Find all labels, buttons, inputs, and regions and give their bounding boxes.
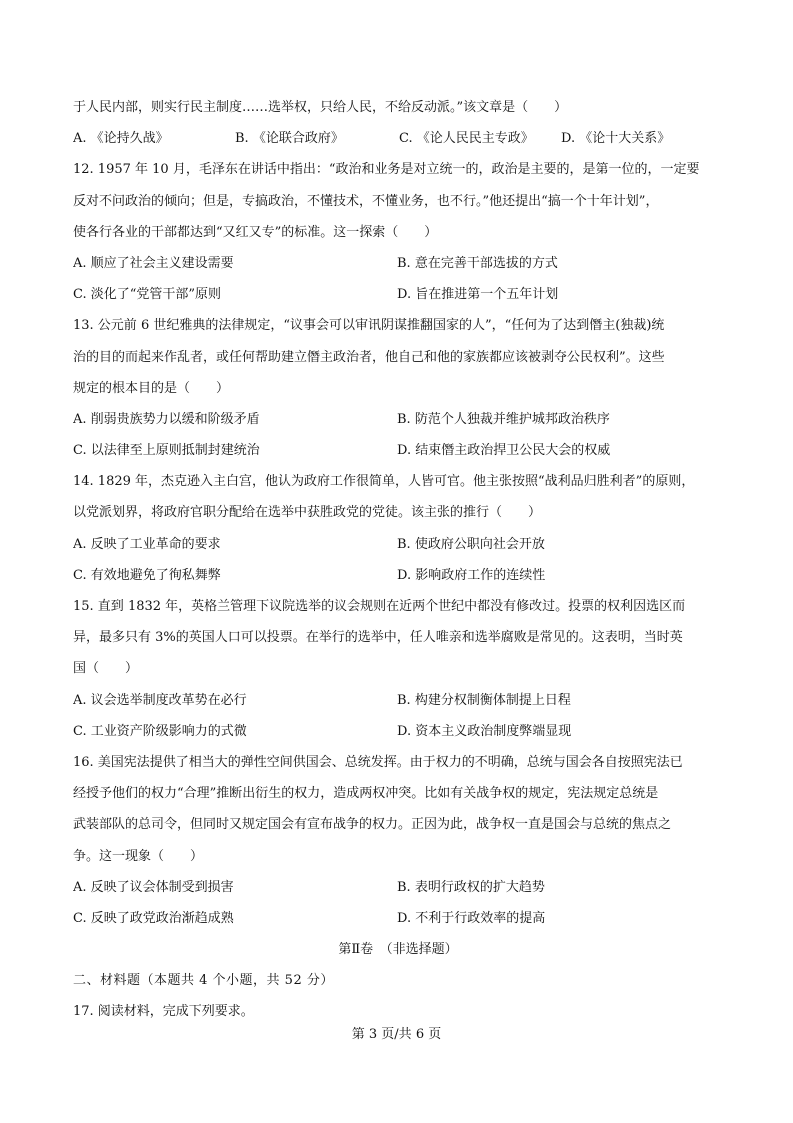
q14-option-b: B. 使政府公职向社会开放	[397, 536, 545, 552]
q12-option-c: C. 淡化了“党管干部”原则	[73, 287, 222, 303]
q13-stem-line: 规定的根本目的是（ ）	[73, 380, 230, 396]
q12-stem-line: 12. 1957 年 10 月，毛泽东在讲话中指出：“政治和业务是对立统一的，政治是主要的，是第一位的，一定要	[73, 162, 700, 178]
q17-stem: 17. 阅读材料，完成下列要求。	[73, 1004, 254, 1020]
q11-option-d: D. 《论十大关系》	[561, 131, 671, 147]
q12-stem-line: 反对不问政治的倾向；但是，专搞政治，不懂技术，不懂业务，也不行。”他还提出“搞一个十年计划”，	[73, 193, 659, 209]
q13-option-c: C. 以法律至上原则抵制封建统治	[73, 443, 260, 459]
q13-options-row	[73, 435, 723, 466]
q15-options-row	[73, 685, 723, 716]
q16-option-c: C. 反映了政党政治渐趋成熟	[73, 910, 234, 926]
q16-option-a: A. 反映了议会体制受到损害	[73, 879, 234, 895]
q16-stem-line: 16. 美国宪法提供了相当大的弹性空间供国会、总统发挥。由于权力的不明确，总统与国会各自按照宪法已	[73, 754, 683, 770]
q14-options-row	[73, 560, 723, 591]
q16-options-row	[73, 903, 723, 934]
q16-stem-line: 争。这一现象（ ）	[73, 848, 204, 864]
q13-option-b: B. 防范个人独裁并维护城邦政治秩序	[397, 411, 610, 427]
q11-stem-end: 于人民内部，则实行民主制度……选举权，只给人民，不给反动派。”该文章是（ ）	[73, 100, 568, 115]
q13-stem-line: 治的目的而起来作乱者，或任何帮助建立僭主政治者，他自己和他的家族都应该被剥夺公民权利”。这些	[73, 349, 665, 365]
q13-options-row	[73, 404, 723, 435]
section-heading: 二、材料题（本题共 4 个小题，共 52 分）	[73, 973, 334, 989]
q13-stem-line: 13. 公元前 6 世纪雅典的法律规定，“议事会可以审讯阴谋推翻国家的人”，“任何为了达到僭主(独裁)统	[73, 318, 665, 334]
part-two-title: 第Ⅱ卷 （非选择题）	[338, 942, 458, 958]
q14-options-row	[73, 529, 723, 560]
q15-option-c: C. 工业资产阶级影响力的式微	[73, 723, 247, 739]
q13-option-d: D. 结束僭主政治捍卫公民大会的权威	[397, 443, 611, 459]
q15-stem-line: 异，最多只有 3%的英国人口可以投票。在举行的选举中，任人唯亲和选举腐败是常见的。这表明，当时英	[73, 630, 683, 646]
q15-option-b: B. 构建分权制衡体制提上日程	[397, 692, 571, 708]
page-content	[73, 92, 723, 1028]
q15-stem-line: 15. 直到 1832 年，英格兰管理下议院选举的议会规则在近两个世纪中都没有修改过。投票的权利因选区而	[73, 599, 686, 614]
page-footer: 第 3 页/共 6 页	[351, 1027, 442, 1042]
q16-option-d: D. 不利于行政效率的提高	[397, 910, 546, 926]
q15-options-row	[73, 716, 723, 747]
q12-option-d: D. 旨在推进第一个五年计划	[397, 287, 559, 303]
q14-option-c: C. 有效地避免了徇私舞弊	[73, 567, 221, 583]
q16-stem-line: 经授予他们的权力“合理”推断出衍生的权力，造成两权冲突。比如有关战争权的规定，宪法规定总统是	[73, 786, 659, 802]
q12-option-a: A. 顺应了社会主义建设需要	[73, 255, 234, 271]
q12-option-b: B. 意在完善干部选拔的方式	[397, 255, 558, 271]
q12-stem-line: 使各行各业的干部都达到“又红又专”的标准。这一探索（ ）	[73, 224, 438, 240]
q11-options	[73, 123, 723, 154]
q14-stem-line: 以党派划界，将政府官职分配给在选举中获胜政党的党徒。该主张的推行（ ）	[73, 505, 542, 521]
q13-option-a: A. 削弱贵族势力以缓和阶级矛盾	[73, 411, 260, 427]
q15-option-d: D. 资本主义政治制度弊端显现	[397, 723, 572, 739]
q14-option-d: D. 影响政府工作的连续性	[397, 567, 546, 583]
q12-options-row	[73, 248, 723, 279]
q14-stem-line: 14. 1829 年，杰克逊入主白宫，他认为政府工作很简单，人皆可官。他主张按照“战利品归胜利者”的原则，	[73, 474, 695, 490]
q15-stem-line: 国（ ）	[73, 661, 139, 677]
q16-stem-line: 武装部队的总司令，但同时又规定国会有宣布战争的权力。正因为此，战争权一直是国会与总统的焦点之	[73, 817, 672, 833]
q16-options-row	[73, 872, 723, 903]
q15-option-a: A. 议会选举制度改革势在必行	[73, 692, 247, 708]
q12-options-row	[73, 279, 723, 310]
q11-option-c: C. 《论人民民主专政》	[399, 131, 534, 147]
q14-option-a: A. 反映了工业革命的要求	[73, 536, 221, 552]
q16-option-b: B. 表明行政权的扩大趋势	[397, 879, 545, 895]
q11-option-a: A. 《论持久战》	[73, 131, 169, 147]
q11-option-b: B. 《论联合政府》	[235, 131, 344, 147]
